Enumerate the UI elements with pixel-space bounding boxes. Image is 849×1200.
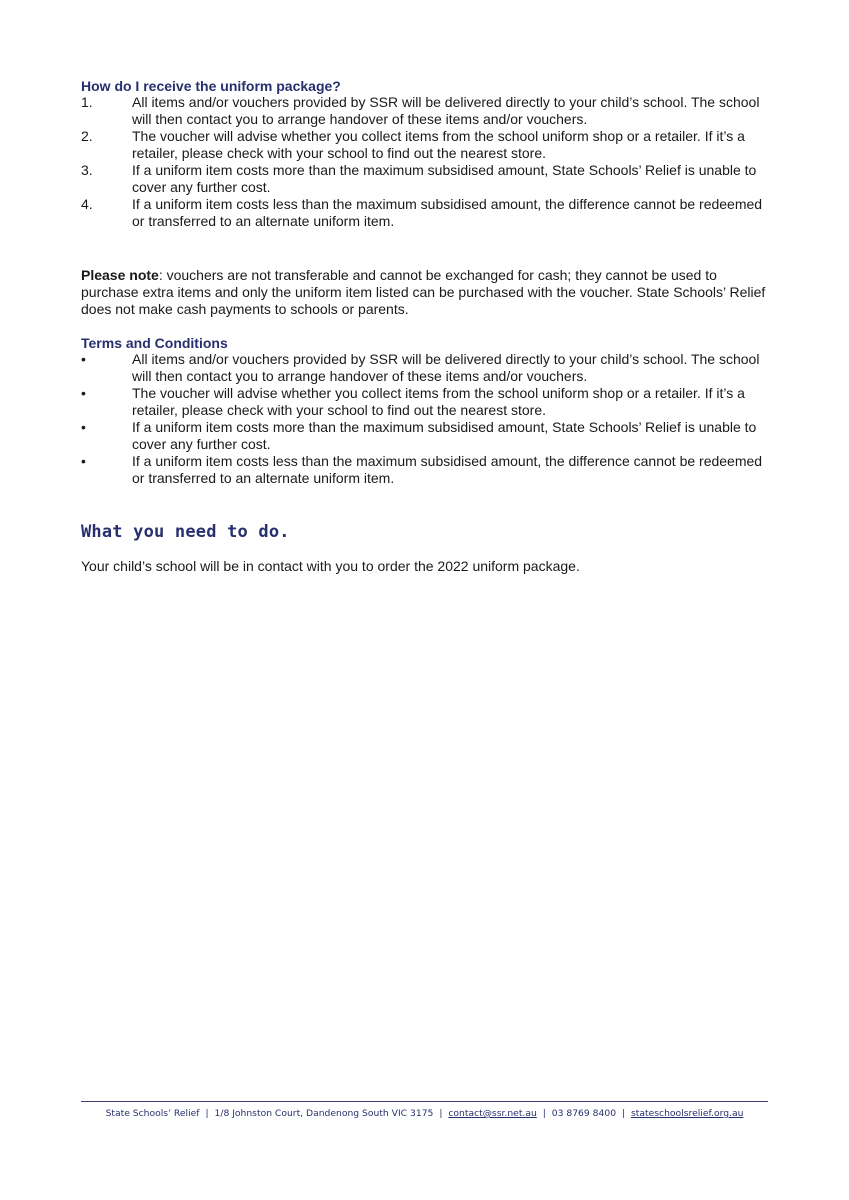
uniform-steps-list bbox=[81, 94, 771, 229]
page-footer bbox=[81, 1108, 768, 1120]
list-marker: 1. bbox=[81, 94, 93, 110]
list-item-text: The voucher will advise whether you collect items from the school uniform shop or a retailer. If it’s a retailer, please check with your school to find out the nearest store. bbox=[132, 385, 745, 418]
footer-org: State Schools’ Relief bbox=[105, 1108, 200, 1119]
what-you-need-text: Your child’s school will be in contact with you to order the 2022 uniform package. bbox=[81, 558, 580, 574]
terms-list bbox=[81, 351, 771, 486]
footer-email-link[interactable]: contact@ssr.net.au bbox=[448, 1108, 537, 1119]
list-marker: 2. bbox=[81, 128, 93, 144]
list-item bbox=[81, 128, 771, 161]
list-item-text: If a uniform item costs more than the maximum subsidised amount, State Schools’ Relief is unable to cover any further cost. bbox=[132, 419, 757, 452]
list-item-text: If a uniform item costs less than the maximum subsidised amount, the difference cannot be redeemed or transferred to an alternate uniform item. bbox=[132, 453, 763, 486]
footer-website-link[interactable]: stateschoolsrelief.org.au bbox=[631, 1108, 744, 1119]
bullet-marker: • bbox=[81, 385, 86, 401]
list-item-text: If a uniform item costs more than the maximum subsidised amount, State Schools’ Relief is unable to cover any further cost. bbox=[132, 162, 757, 195]
list-item bbox=[81, 162, 771, 195]
please-note-text: : vouchers are not transferable and cannot be exchanged for cash; they cannot be used to purchase extra items and only the uniform item listed can be purchased with the voucher. State Schools’ Relief does not make cash payments to schools or parents. bbox=[81, 267, 766, 317]
footer-separator: | bbox=[205, 1108, 209, 1119]
terms-heading: Terms and Conditions bbox=[81, 335, 228, 351]
list-item-text: All items and/or vouchers provided by SSR will be delivered directly to your child’s school. The school will then contact you to arrange handover of these items and/or vouchers. bbox=[132, 351, 760, 384]
list-item-text: If a uniform item costs less than the maximum subsidised amount, the difference cannot be redeemed or transferred to an alternate uniform item. bbox=[132, 196, 763, 229]
bullet-marker: • bbox=[81, 419, 86, 435]
list-marker: 3. bbox=[81, 162, 93, 178]
bullet-marker: • bbox=[81, 453, 86, 469]
please-note-paragraph bbox=[81, 267, 771, 318]
list-item bbox=[81, 351, 771, 384]
list-item bbox=[81, 94, 771, 127]
footer-phone: 03 8769 8400 bbox=[551, 1108, 617, 1119]
uniform-package-heading: How do I receive the uniform package? bbox=[81, 78, 341, 94]
list-item bbox=[81, 453, 771, 486]
footer-separator: | bbox=[542, 1108, 546, 1119]
list-item bbox=[81, 385, 771, 418]
list-item bbox=[81, 196, 771, 229]
document-content bbox=[81, 78, 771, 575]
list-item bbox=[81, 419, 771, 452]
footer-divider bbox=[81, 1101, 768, 1102]
please-note-label: Please note bbox=[81, 267, 159, 283]
list-item-text: The voucher will advise whether you collect items from the school uniform shop or a retailer. If it’s a retailer, please check with your school to find out the nearest store. bbox=[132, 128, 745, 161]
list-item-text: All items and/or vouchers provided by SSR will be delivered directly to your child’s school. The school will then contact you to arrange handover of these items and/or vouchers. bbox=[132, 94, 760, 127]
bullet-marker: • bbox=[81, 351, 86, 367]
what-you-need-heading: What you need to do. bbox=[81, 522, 290, 542]
footer-address: 1/8 Johnston Court, Dandenong South VIC 3175 bbox=[214, 1108, 434, 1119]
footer-separator: | bbox=[439, 1108, 443, 1119]
footer-separator: | bbox=[621, 1108, 626, 1119]
list-marker: 4. bbox=[81, 196, 93, 212]
